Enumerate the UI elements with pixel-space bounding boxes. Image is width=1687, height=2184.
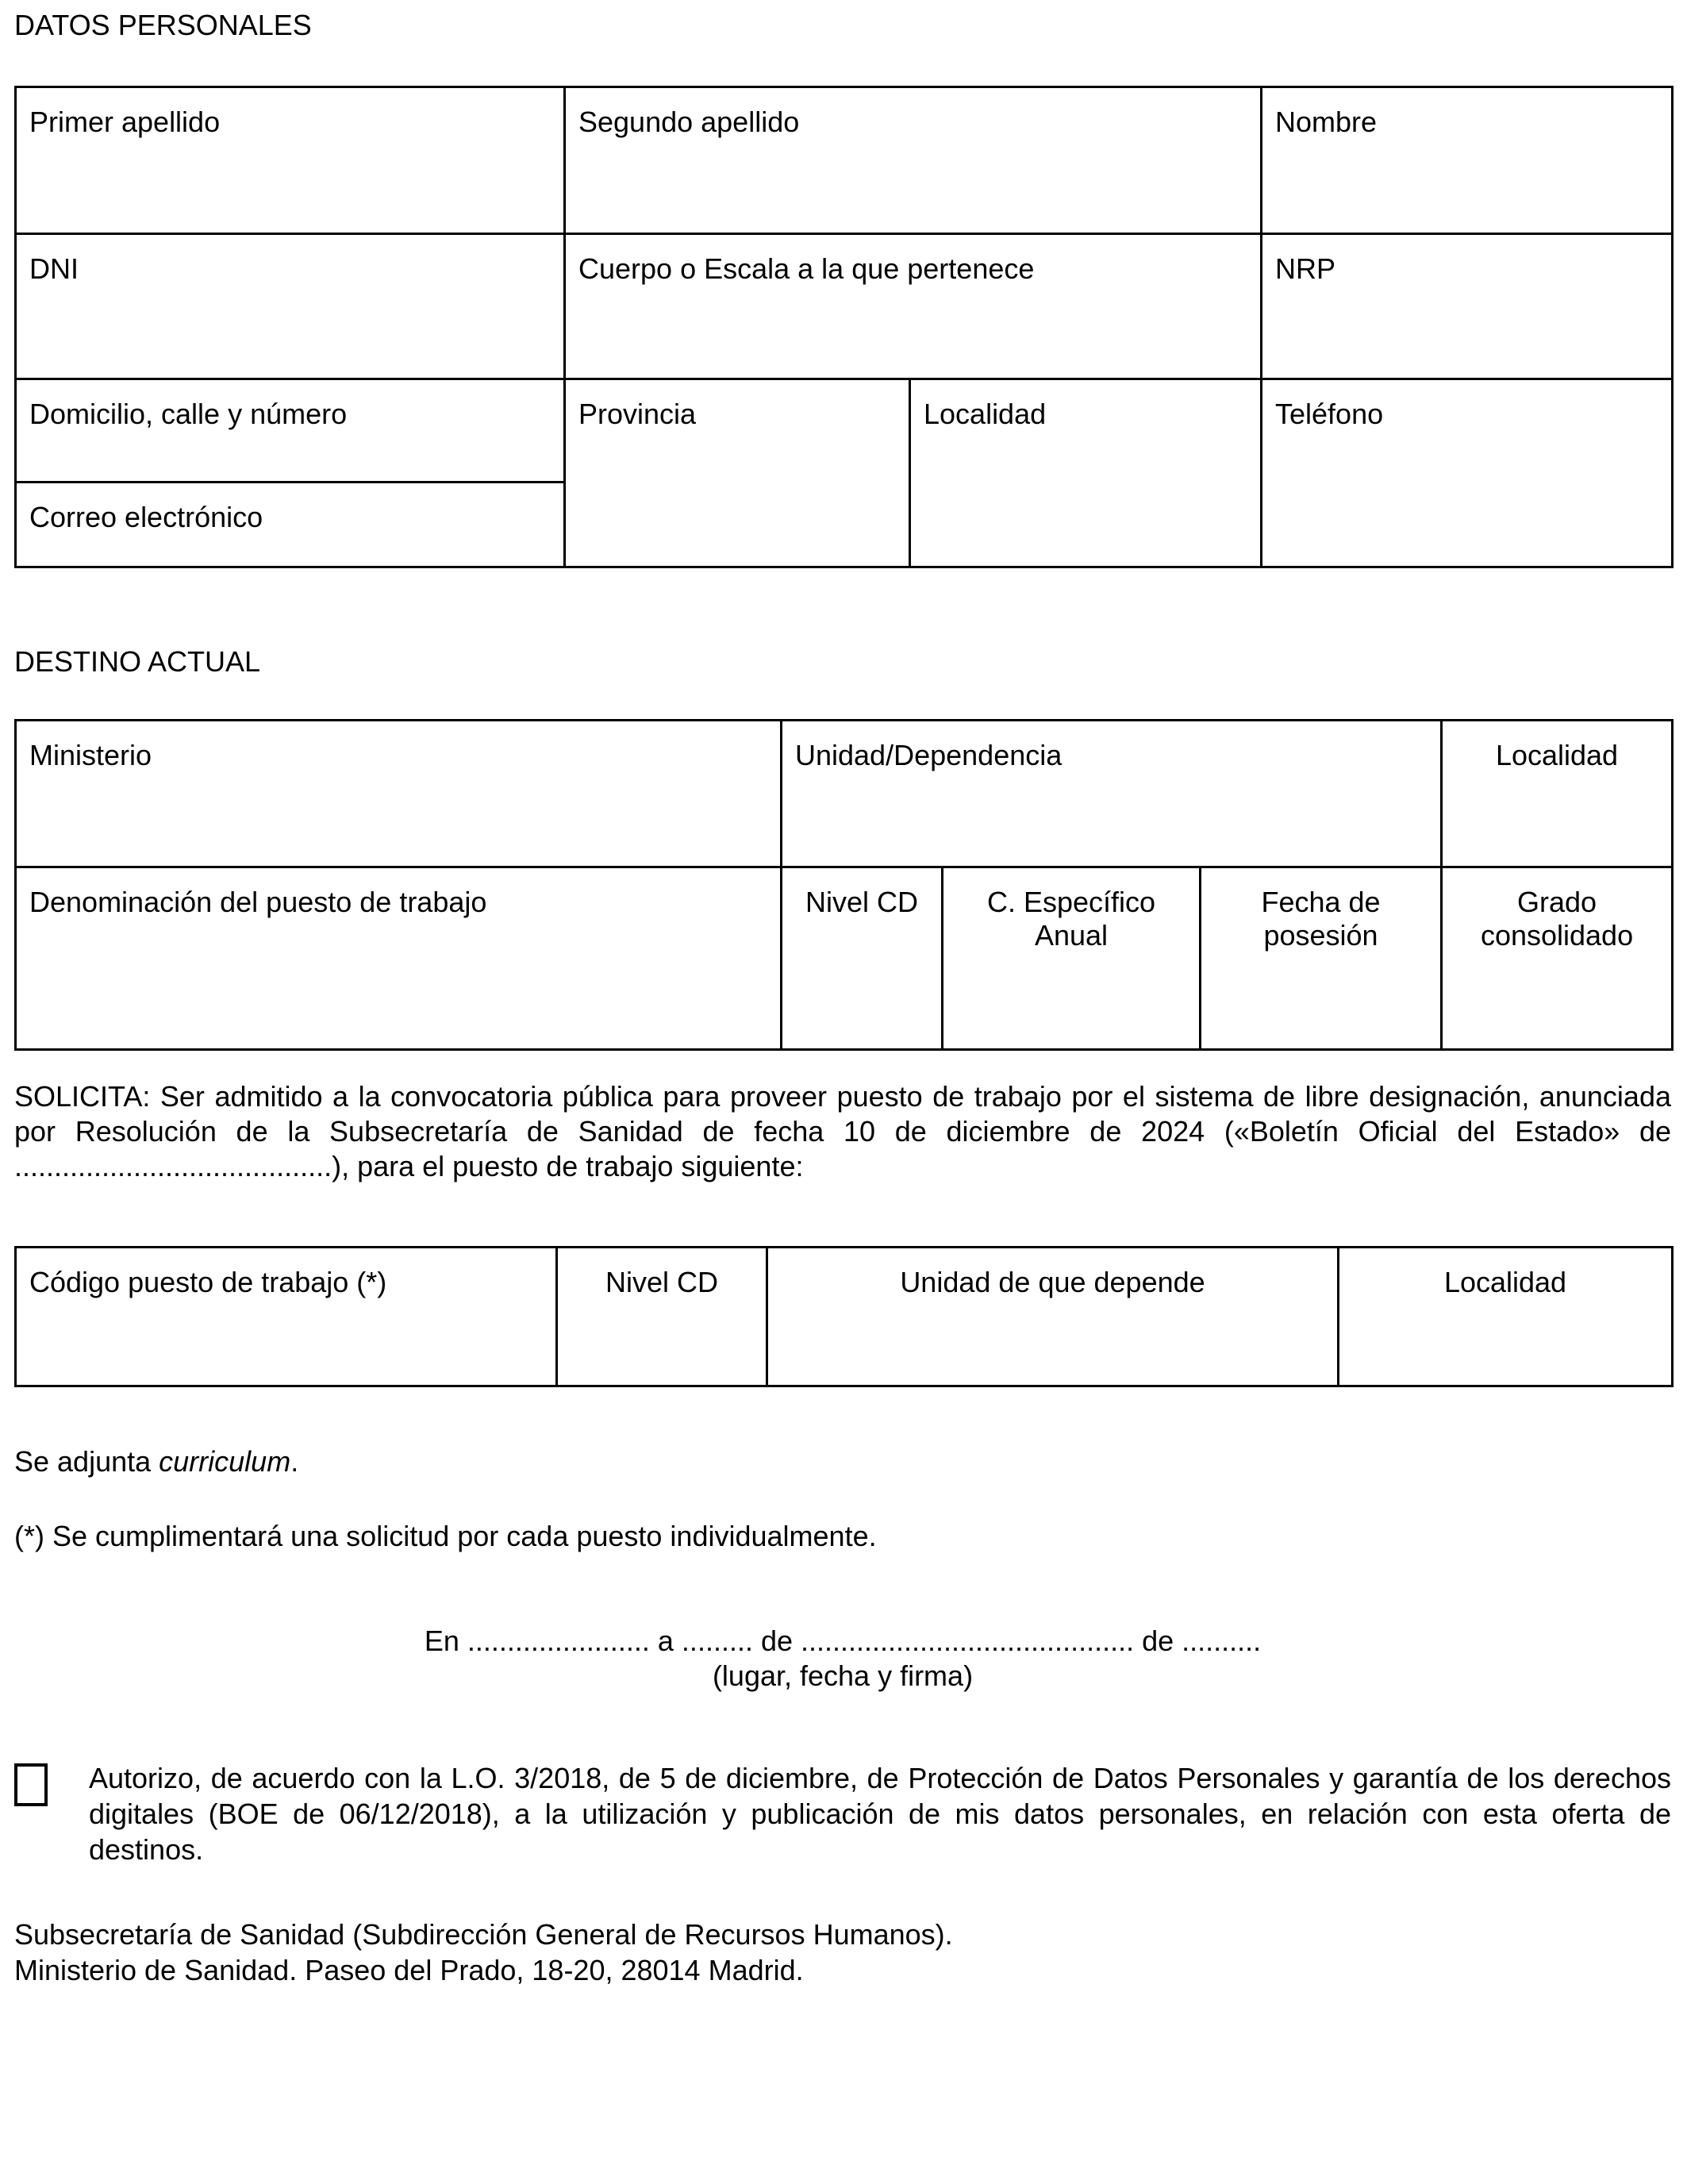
table-row [16,1248,1673,1386]
field-codigo-puesto[interactable] [16,1248,557,1386]
field-label: Unidad/Dependencia [795,739,1063,771]
solicita-paragraph: SOLICITA: Ser admitido a la convocatoria pública para proveer puesto de trabajo por el sistema de libre designación, anunciada por Resolución de la Subsecretaría de Sanidad de fecha 10 de diciembre de 2024 («Boletín Oficial del Estado» de ........................................), para el puesto de trabajo siguiente: [14,1080,1671,1182]
field-label: DNI [29,252,79,285]
single-application-footnote: (*) Se cumplimentará una solicitud por cada puesto individualmente. [14,1520,877,1552]
field-label: Localidad [924,398,1047,430]
footer-line-2: Ministerio de Sanidad. Paseo del Prado, 18-20, 28014 Madrid. [14,1954,804,1986]
field-primer-apellido[interactable] [16,87,565,234]
field-label: Domicilio, calle y número [29,398,348,430]
field-label: Localidad [1495,739,1619,771]
field-cuerpo-escala[interactable] [565,234,1262,379]
table-row [16,379,1673,483]
field-denominacion-puesto[interactable] [16,867,782,1050]
current-destination-table [14,719,1674,1051]
field-label: Grado consolidado [1480,886,1634,952]
field-label: Fecha de posesión [1261,886,1381,952]
personal-data-table [14,86,1674,568]
field-label: Provincia [578,398,697,430]
field-label: Nivel CD [805,886,918,918]
field-unidad-dependencia[interactable] [782,721,1442,867]
table-row [16,87,1673,234]
field-localidad-puesto[interactable] [1339,1248,1673,1386]
signature-caption: (lugar, fecha y firma) [712,1659,974,1692]
field-unidad-depende[interactable] [767,1248,1339,1386]
field-label: Segundo apellido [578,106,800,138]
footer-line-1: Subsecretaría de Sanidad (Subdirección General de Recursos Humanos). [14,1918,953,1951]
curriculum-note-italic: curriculum [159,1445,291,1478]
field-label: C. Específico Anual [986,886,1156,952]
field-telefono[interactable] [1262,379,1673,567]
requested-post-table [14,1246,1674,1387]
field-nivel-cd[interactable] [782,867,943,1050]
field-label: Denominación del puesto de trabajo [29,886,487,918]
consent-paragraph: Autorizo, de acuerdo con la L.O. 3/2018, de 5 de diciembre, de Protección de Datos Personales y garantía de los derechos digitales (BOE de 06/12/2018), a la utilización y publicación de mis datos personales, en relación con esta oferta de destinos. [89,1762,1671,1866]
consent-section [14,1760,1671,1867]
datos-personales-heading: DATOS PERSONALES [14,9,312,41]
field-fecha-posesion[interactable] [1201,867,1442,1050]
field-c-especifico-anual[interactable] [943,867,1201,1050]
field-correo-electronico[interactable] [16,483,565,567]
field-localidad-destino[interactable] [1442,721,1673,867]
field-label: Localidad [1443,1266,1567,1298]
field-label: Primer apellido [29,106,221,138]
field-provincia[interactable] [565,379,910,567]
consent-checkbox[interactable] [14,1763,48,1806]
field-localidad[interactable] [910,379,1262,567]
footer [14,1917,1671,1988]
curriculum-note [14,1444,1671,1479]
field-nombre[interactable] [1262,87,1673,234]
field-label: Nivel CD [605,1266,718,1298]
field-label: Código puesto de trabajo (*) [29,1266,387,1298]
field-label: Unidad de que depende [900,1266,1205,1298]
field-ministerio[interactable] [16,721,782,867]
destino-actual-heading: DESTINO ACTUAL [14,645,261,678]
field-label: NRP [1275,252,1336,285]
field-dni[interactable] [16,234,565,379]
curriculum-note-prefix: Se adjunta [14,1445,159,1478]
field-segundo-apellido[interactable] [565,87,1262,234]
date-place-line: En ....................... a ......... de .......................................... de .......... [424,1625,1262,1657]
field-label: Ministerio [29,739,152,771]
field-label: Correo electrónico [29,501,263,533]
table-row [16,867,1673,1050]
curriculum-note-suffix: . [290,1445,299,1478]
field-domicilio[interactable] [16,379,565,483]
table-row [16,721,1673,867]
field-nivel-cd-solicitado[interactable] [557,1248,767,1386]
field-nrp[interactable] [1262,234,1673,379]
field-label: Nombre [1275,106,1378,138]
field-grado-consolidado[interactable] [1442,867,1673,1050]
field-label: Teléfono [1275,398,1384,430]
table-row [16,234,1673,379]
field-label: Cuerpo o Escala a la que pertenece [578,252,1035,285]
